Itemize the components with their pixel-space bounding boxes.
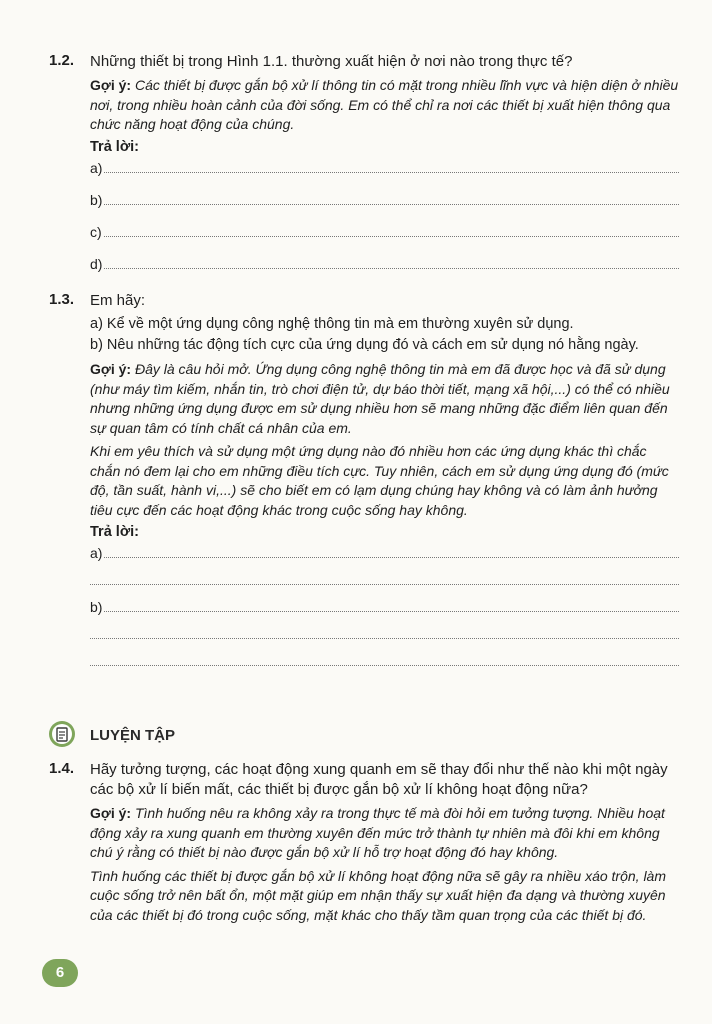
hint-label: Gợi ý:	[90, 805, 132, 821]
answer-line-b-continued-2[interactable]	[90, 648, 679, 673]
question-1-2	[49, 52, 679, 276]
hint-label: Gợi ý:	[90, 361, 132, 377]
dotted-line	[104, 268, 679, 269]
line-label: c)	[90, 223, 102, 240]
section-header	[48, 720, 348, 750]
question-text: Em hãy:	[90, 292, 146, 309]
question-number: 1.3.	[49, 291, 75, 308]
question-text: Hãy tưởng tượng, các hoạt động xung quanh em sẽ thay đổi như thế nào khi một ngày các bộ xử lí biến mất, các thiết bị được gắn bộ xử lí không hoạt động nữa?	[90, 761, 668, 798]
section-title: LUYỆN TẬP	[90, 727, 176, 744]
answer-line-a[interactable]	[90, 155, 679, 180]
answer-line-a[interactable]	[90, 540, 679, 565]
line-label: a)	[90, 545, 103, 561]
dotted-line	[104, 557, 679, 558]
answer-line-a-continued[interactable]	[90, 567, 679, 592]
line-label: b)	[90, 191, 103, 208]
hint-text: Đây là câu hỏi mở. Ứng dụng công nghệ thông tin mà em đã được học và đã sử dụng (như máy tìm kiếm, nhắn tin, trò chơi điện tử, dự báo thời tiết, mạng xã hội,...) có thể có nhiều nhưng những ứng dụng được em sử dụng nhiều hơn sẽ mang những đặc điểm liên quan đến sự quan tâm có tính chất cá nhân của em.	[90, 361, 670, 436]
page-number: 6	[42, 959, 78, 987]
dotted-line	[104, 172, 679, 173]
hint-paragraph-2: Tình huống các thiết bị được gắn bộ xử lí không hoạt động nữa sẽ gây ra nhiều xáo trộn, làm cuộc sống trở nên bất ổn, một mặt giúp em nhận thấy sự xuất hiện đa dạng và thường xuyên của các thiết bị đó trong cuộc sống, mặt khác cho thấy tầm quan trọng của các thiết bị đó.	[90, 867, 666, 923]
hint-text: Các thiết bị được gắn bộ xử lí thông tin có mặt trong nhiều lĩnh vực và hiện diện ở nhiều nơi, trong nhiều hoàn cảnh của đời sống. Em có thể chỉ ra nơi các thiết bị xuất hiện thông qua chức năng hoạt động của chúng.	[90, 77, 679, 132]
question-text: Những thiết bị trong Hình 1.1. thường xuất hiện ở nơi nào trong thực tế?	[90, 53, 573, 70]
question-number: 1.4.	[49, 760, 75, 777]
answer-label: Trả lời:	[90, 524, 139, 540]
dotted-line	[104, 204, 679, 205]
practice-icon	[48, 720, 76, 748]
dotted-line	[90, 638, 679, 639]
dotted-line	[90, 584, 679, 585]
answer-label: Trả lời:	[90, 138, 139, 155]
answer-line-b[interactable]	[90, 187, 679, 212]
line-label: b)	[90, 599, 103, 615]
dotted-line	[104, 236, 679, 237]
hint	[90, 76, 679, 135]
hint-label: Gợi ý:	[90, 77, 132, 93]
hint-paragraph-2: Khi em yêu thích và sử dụng một ứng dụng nào đó nhiều hơn các ứng dụng khác thì chắc chắn nó đem lại cho em những điều tích cực. Tuy nhiên, cách em sử dụng ứng dụng đó (mức độ, tần suất, hành vi,...) sẽ cho biết em có lạm dụng chúng hay không và có làm ảnh hưởng tiêu cực đến các hoạt động khác trong cuộc sống hay không.	[90, 443, 669, 518]
dotted-line	[104, 611, 679, 612]
question-1-4	[49, 760, 679, 925]
dotted-line	[90, 665, 679, 666]
answer-line-c[interactable]	[90, 219, 679, 244]
question-number: 1.2.	[49, 52, 75, 69]
line-label: d)	[90, 255, 103, 272]
task-b: b) Nêu những tác động tích cực của ứng dụng đó và cách em sử dụng nó hằng ngày.	[90, 337, 639, 353]
question-1-3	[49, 291, 679, 673]
hint	[90, 804, 679, 863]
hint-text: Tình huống nêu ra không xảy ra trong thực tế mà đòi hỏi em tưởng tượng. Nhiều hoạt động xảy ra xung quanh em thường xuyên đến mức trở thành tự nhiên mà đôi khi em không chú ý rằng có thiết bị nào được gắn bộ xử lí hỗ trợ hoạt động đó hay không.	[90, 805, 665, 860]
answer-line-b-continued-1[interactable]	[90, 621, 679, 646]
line-label: a)	[90, 159, 103, 176]
task-a: a) Kể về một ứng dụng công nghệ thông tin mà em thường xuyên sử dụng.	[90, 316, 574, 332]
hint	[90, 360, 679, 438]
answer-line-d[interactable]	[90, 251, 679, 276]
answer-line-b[interactable]	[90, 594, 679, 619]
